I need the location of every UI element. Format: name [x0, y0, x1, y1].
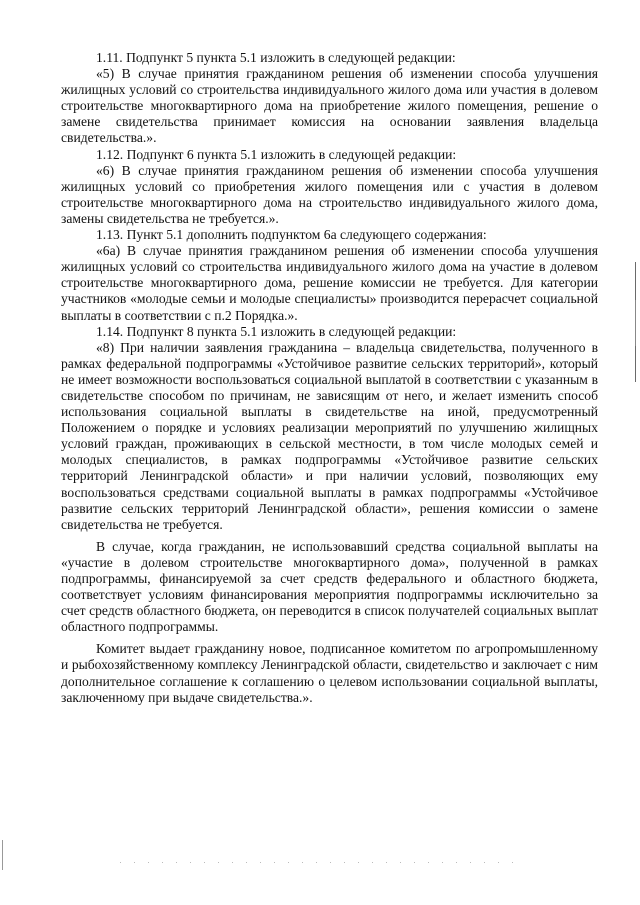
- amendment-text-5: «5) В случае принятия гражданином решения об изменении способа улучшения жилищных условий со строительства индивидуального жилого дома или участия в долевом строительстве многоквартирного дома на приобретение жилого помещения, решение о замене свидетельства принимает комиссия на основании заявления владельца свидетельства.».: [61, 66, 598, 146]
- amendment-text-8-committee: Комитет выдает гражданину новое, подписанное комитетом по агропромышленному и рыбохозяйственному комплексу Ленинградской области, свидетельство и заключает с ним дополнительное соглашение к соглашению о целевом использовании социальной выплаты, заключенному при выдаче свидетельства.».: [61, 641, 598, 705]
- amendment-heading-1-11: 1.11. Подпункт 5 пункта 5.1 изложить в следующей редакции:: [96, 50, 456, 65]
- scan-edge-mark: [635, 300, 636, 346]
- amendment-text-6a: «6а) В случае принятия гражданином решения об изменении способа улучшения жилищных условий со строительства индивидуального жилого дома на участие в долевом строительстве многоквартирного дома, решение комиссии не требуется. Для категории участников «молодые семьи и молодые специалисты» производится перерасчет социальной выплаты в соответствии с п.2 Порядка.».: [61, 243, 598, 323]
- scan-bottom-specks: [120, 862, 520, 863]
- scan-edge-mark: [2, 840, 3, 870]
- amendment-heading-1-12: 1.12. Подпункт 6 пункта 5.1 изложить в следующей редакции:: [96, 146, 457, 162]
- amendment-text-8: «8) При наличии заявления гражданина – владельца свидетельства, полученного в рамках федеральной подпрограммы «Устойчивое развитие сельских территорий», который не имеет возможности воспользоваться социальной выплатой в соответствии с указанным в свидетельстве способом по причинам, не зависящим от него, и желает изменить способ использования социальной выплаты в свидетельстве на иной, предусмотренный Положением о порядке и условиях реализации мероприятий по улучшению жилищных условий граждан, проживающих в сельской местности, в том числе молодых семей и молодых специалистов, в рамках подпрограммы «Устойчивое развитие сельских территорий Ленинградской области» и при наличии условий, позволяющих ему воспользоваться средствами социальной выплаты в рамках подпрограммы «Устойчивое развитие сельских территорий Ленинградской области», решения комиссии о замене свидетельства не требуется.: [61, 339, 598, 532]
- document-page: [61, 50, 598, 706]
- amendment-text-6: «6) В случае принятия гражданином решения об изменении способа улучшения жилищных условий со приобретения жилого помещения или с участия в долевом строительстве многоквартирного дома на строительство индивидуального жилого дома, замены свидетельства не требуется.».: [61, 162, 598, 226]
- amendment-text-8-case: В случае, когда гражданин, не использовавший средства социальной выплаты на «участие в долевом строительстве многоквартирного дома», полученной в рамках подпрограммы, финансируемой за счет средств федерального и областного бюджета, соответствует условиям финансирования мероприятия подпрограммы исключительно за счет средств областного бюджета, он переводится в список получателей социальных выплат областного подпрограммы.: [61, 538, 598, 635]
- amendment-heading-1-14: 1.14. Подпункт 8 пункта 5.1 изложить в следующей редакции:: [96, 323, 457, 339]
- amendment-heading-1-13: 1.13. Пункт 5.1 дополнить подпунктом 6а следующего содержания:: [96, 227, 487, 243]
